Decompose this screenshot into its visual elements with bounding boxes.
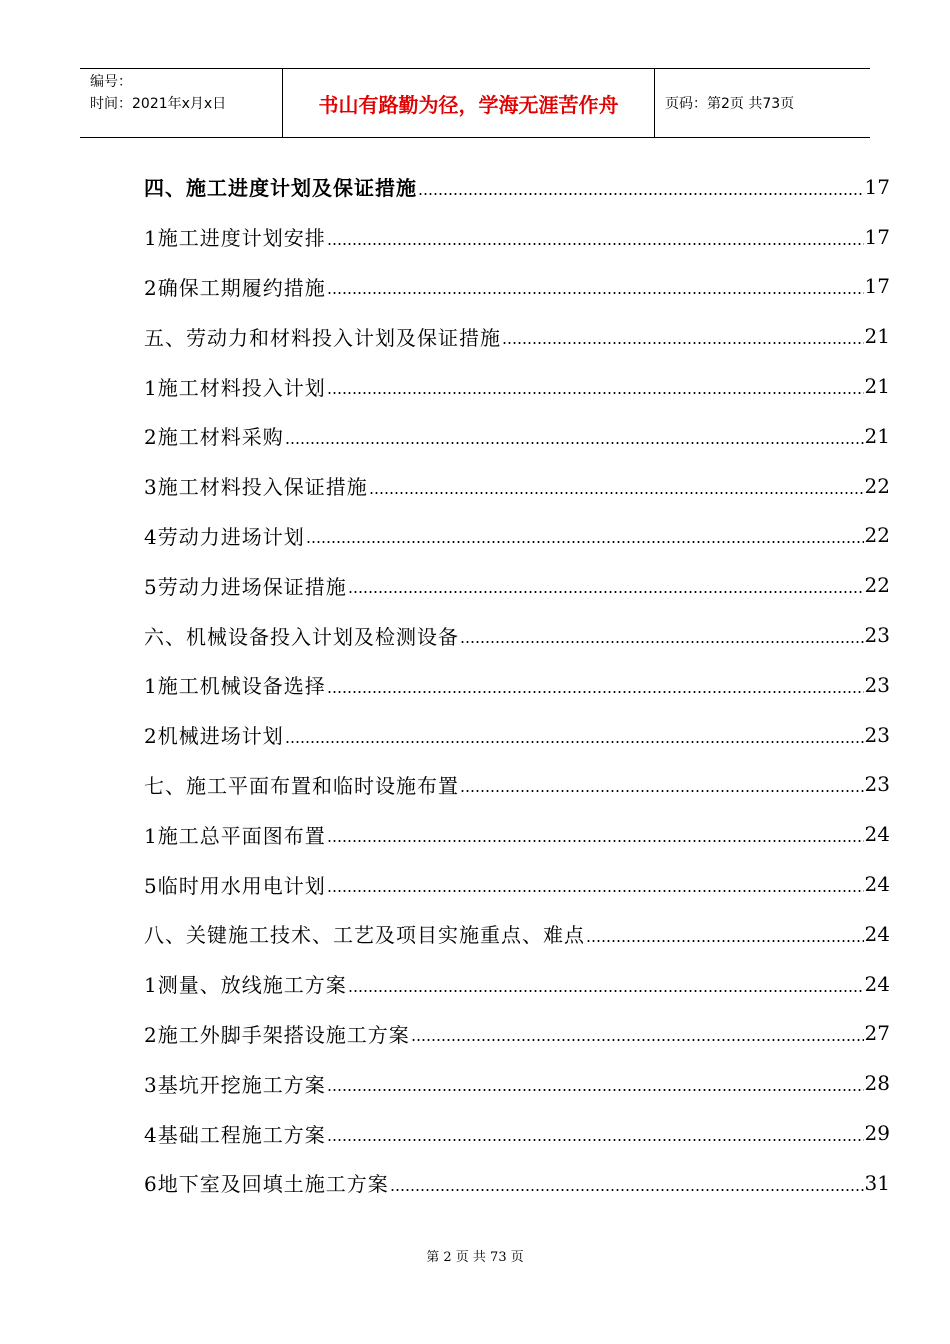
toc-dot-leader (327, 689, 864, 695)
toc-entry-page: 24 (864, 971, 890, 996)
toc-entry-page: 21 (864, 423, 890, 448)
toc-entry-title: 2施工材料采购 (144, 425, 284, 450)
toc-entry-title: 6地下室及回填土施工方案 (144, 1172, 389, 1197)
toc-entry-page: 24 (864, 872, 890, 897)
toc-entry[interactable] (144, 411, 890, 461)
toc-dot-leader (327, 1137, 864, 1143)
toc-entry[interactable] (144, 610, 890, 660)
page-footer (0, 1246, 950, 1265)
toc-entry[interactable] (144, 809, 890, 859)
toc-dot-leader (285, 739, 864, 745)
toc-entry-page: 17 (864, 174, 890, 199)
toc-entry[interactable] (144, 660, 890, 710)
header-meta (80, 69, 282, 137)
toc-dot-leader (348, 988, 864, 994)
toc-entry-title: 四、施工进度计划及保证措施 (144, 176, 417, 201)
toc-entry[interactable] (144, 262, 890, 312)
page-info-text: 页码：第2页 共73页 (665, 96, 795, 112)
toc-dot-leader (285, 440, 864, 446)
toc-entry[interactable] (144, 560, 890, 610)
toc-entry-title: 3基坑开挖施工方案 (144, 1072, 326, 1097)
toc-entry-title: 1测量、放线施工方案 (144, 973, 347, 998)
toc-entry-page: 23 (864, 772, 890, 797)
toc-entry[interactable] (144, 1058, 890, 1108)
toc-entry[interactable] (144, 859, 890, 909)
toc-entry[interactable] (144, 162, 890, 212)
toc-entry-page: 22 (864, 473, 890, 498)
toc-entry[interactable] (144, 959, 890, 1009)
toc-entry-title: 1施工材料投入计划 (144, 375, 326, 400)
toc-dot-leader (369, 490, 864, 496)
toc-entry-page: 24 (864, 822, 890, 847)
toc-entry-page: 22 (864, 573, 890, 598)
document-number-label: 编号： (90, 74, 132, 90)
toc-entry-title: 4基础工程施工方案 (144, 1122, 326, 1147)
toc-entry-page: 29 (864, 1121, 890, 1146)
toc-dot-leader (327, 888, 864, 894)
toc-dot-leader (390, 1187, 864, 1193)
toc-dot-leader (327, 838, 864, 844)
toc-entry[interactable] (144, 1009, 890, 1059)
toc-entry[interactable] (144, 760, 890, 810)
toc-entry-title: 5劳动力进场保证措施 (144, 574, 347, 599)
toc-dot-leader (460, 788, 864, 794)
toc-dot-leader (586, 938, 864, 944)
toc-entry[interactable] (144, 710, 890, 760)
toc-entry-page: 17 (864, 274, 890, 299)
toc-entry-page: 23 (864, 623, 890, 648)
toc-entry-title: 五、劳动力和材料投入计划及保证措施 (144, 325, 501, 350)
document-date: 时间：2021年x月x日 (90, 96, 227, 112)
page-header (80, 68, 870, 138)
toc-entry-page: 27 (864, 1021, 890, 1046)
toc-dot-leader (327, 1087, 864, 1093)
toc-dot-leader (460, 639, 864, 645)
toc-dot-leader (327, 290, 864, 296)
toc-entry-title: 八、关键施工技术、工艺及项目实施重点、难点 (144, 923, 585, 948)
toc-entry[interactable] (144, 361, 890, 411)
header-page-info (655, 69, 870, 137)
toc-entry[interactable] (144, 212, 890, 262)
toc-entry-title: 1施工进度计划安排 (144, 226, 326, 251)
toc-entry[interactable] (144, 1158, 890, 1208)
toc-entry-title: 5临时用水用电计划 (144, 873, 326, 898)
toc-entry[interactable] (144, 311, 890, 361)
table-of-contents (144, 162, 890, 1208)
toc-dot-leader (306, 539, 864, 545)
toc-entry-title: 4劳动力进场计划 (144, 524, 305, 549)
toc-entry-page: 24 (864, 921, 890, 946)
toc-entry-page: 22 (864, 523, 890, 548)
toc-entry[interactable] (144, 511, 890, 561)
toc-dot-leader (418, 191, 864, 197)
header-motto (282, 69, 655, 137)
toc-dot-leader (502, 340, 864, 346)
toc-entry-page: 21 (864, 374, 890, 399)
toc-entry-title: 2确保工期履约措施 (144, 275, 326, 300)
toc-entry-page: 21 (864, 324, 890, 349)
toc-entry-title: 七、施工平面布置和临时设施布置 (144, 773, 459, 798)
toc-entry-title: 1施工机械设备选择 (144, 674, 326, 699)
toc-entry-page: 28 (864, 1071, 890, 1096)
toc-entry[interactable] (144, 1108, 890, 1158)
toc-entry-title: 2施工外脚手架搭设施工方案 (144, 1022, 410, 1047)
toc-dot-leader (327, 241, 864, 247)
toc-entry-title: 1施工总平面图布置 (144, 823, 326, 848)
toc-dot-leader (411, 1037, 864, 1043)
toc-entry[interactable] (144, 909, 890, 959)
toc-dot-leader (327, 390, 864, 396)
toc-entry-page: 23 (864, 672, 890, 697)
footer-page-number: 第 2 页 共 73 页 (426, 1250, 524, 1265)
toc-entry-page: 31 (864, 1170, 890, 1195)
toc-entry-title: 2机械进场计划 (144, 724, 284, 749)
toc-dot-leader (348, 589, 864, 595)
toc-entry-title: 3施工材料投入保证措施 (144, 475, 368, 500)
toc-entry[interactable] (144, 461, 890, 511)
motto-text: 书山有路勤为径，学海无涯苦作舟 (318, 92, 619, 117)
toc-entry-title: 六、机械设备投入计划及检测设备 (144, 624, 459, 649)
toc-entry-page: 17 (864, 224, 890, 249)
toc-entry-page: 23 (864, 722, 890, 747)
